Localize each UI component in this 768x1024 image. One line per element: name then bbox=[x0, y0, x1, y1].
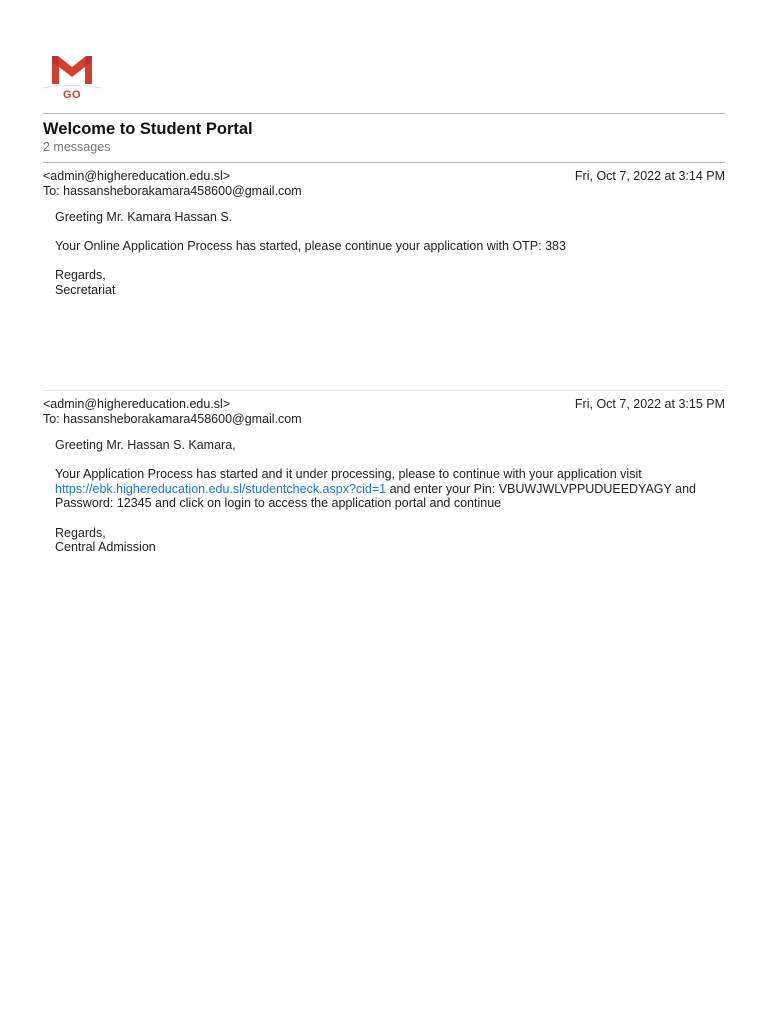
recipient: To: hassansheborakamara458600@gmail.com bbox=[43, 184, 302, 198]
greeting-text: Greeting Mr. Hassan S. Kamara, bbox=[55, 438, 236, 452]
sender-email: <admin@highereducation.edu.sl> bbox=[43, 169, 231, 183]
recipient: To: hassansheborakamara458600@gmail.com bbox=[43, 412, 302, 426]
logo-label: GO bbox=[62, 89, 82, 101]
header-divider bbox=[43, 113, 725, 114]
body-text: Your Application Process has started and it under processing, please to continue with your application visit bbox=[55, 467, 642, 482]
greeting-text: Greeting Mr. Kamara Hassan S. bbox=[55, 210, 233, 224]
body-text: Your Online Application Process has started, please continue your application with OTP: 383 bbox=[55, 239, 566, 254]
message-body bbox=[55, 210, 715, 298]
gmail-m-icon bbox=[42, 50, 102, 90]
signature-text: Secretariat bbox=[55, 282, 116, 297]
message-date: Fri, Oct 7, 2022 at 3:15 PM bbox=[574, 397, 725, 411]
body-paragraph bbox=[55, 467, 715, 511]
regards-text: Regards, bbox=[55, 525, 106, 540]
application-link[interactable]: https://ebk.highereducation.edu.sl/studentcheck.aspx?cid=1 bbox=[55, 481, 387, 496]
message-body bbox=[55, 438, 715, 555]
subject-divider bbox=[43, 162, 725, 163]
message-divider bbox=[43, 390, 725, 391]
message-date: Fri, Oct 7, 2022 at 3:14 PM bbox=[574, 169, 725, 183]
signature-text: Central Admission bbox=[55, 540, 156, 555]
thread-subject: Welcome to Student Portal bbox=[43, 120, 253, 138]
regards-text: Regards, bbox=[55, 268, 106, 283]
password-text: Password: 12345 and click on login to access the application portal and continue bbox=[55, 496, 502, 511]
sender-email: <admin@highereducation.edu.sl> bbox=[43, 397, 231, 411]
pin-text: and enter your Pin: VBUWJWLVPPUDUEEDYAGY and bbox=[386, 481, 696, 496]
message-count: 2 messages bbox=[43, 140, 111, 154]
gmail-logo bbox=[42, 50, 102, 104]
